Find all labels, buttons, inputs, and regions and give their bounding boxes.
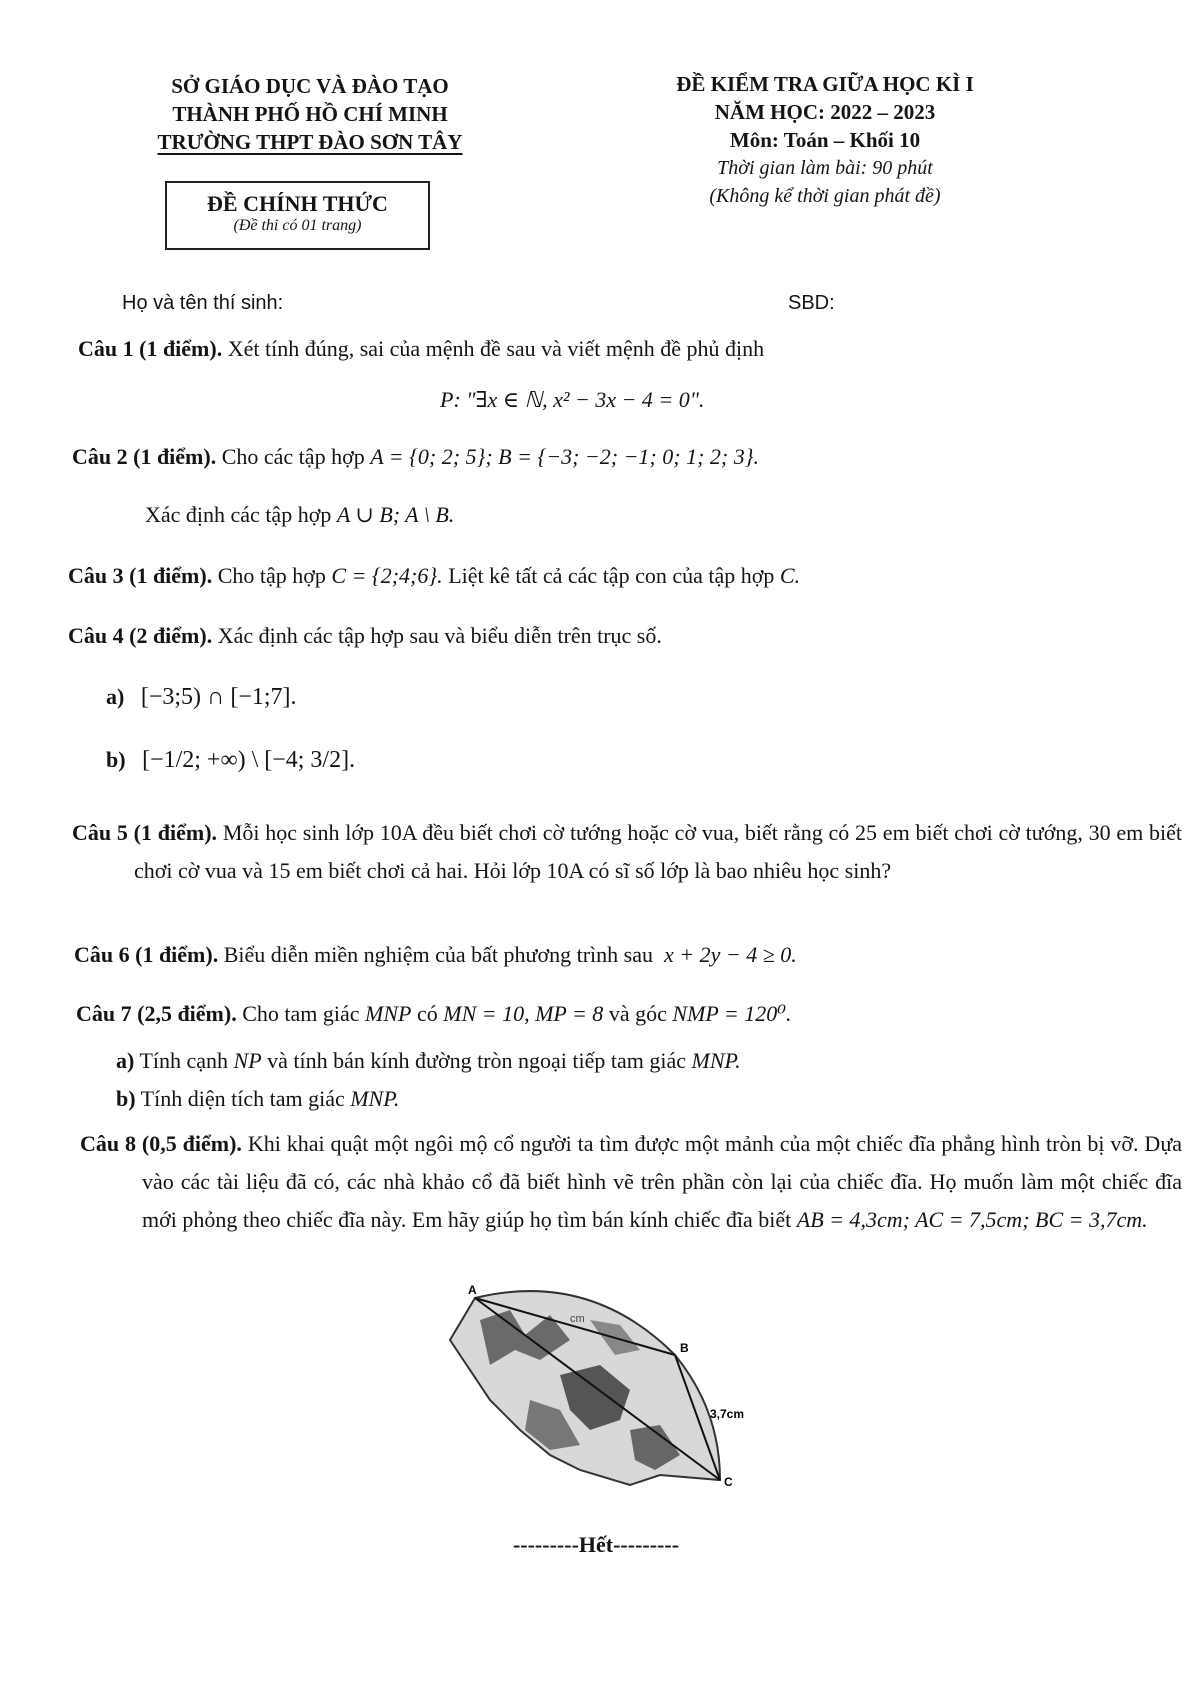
question-3-var: C. xyxy=(779,563,801,588)
question-3-formula: C = {2;4;6}. xyxy=(331,563,443,588)
question-5-label: Câu 5 (1 điểm). xyxy=(72,820,218,845)
question-2-formula2: A ∪ B; A \ B. xyxy=(336,502,455,527)
question-1-text: Xét tính đúng, sai của mệnh đề sau và viết mệnh đề phủ định xyxy=(227,336,765,361)
question-7a-var: NP xyxy=(233,1048,262,1073)
question-7-formula2: NMP = 120⁰. xyxy=(672,1001,792,1026)
exam-header xyxy=(605,70,1045,210)
question-4b-label: b) xyxy=(106,747,126,772)
city-name: THÀNH PHỐ HỒ CHÍ MINH xyxy=(172,102,448,126)
question-4-text: Xác định các tập hợp sau và biểu diễn trên trục số. xyxy=(217,623,662,648)
question-1 xyxy=(78,334,764,364)
question-7a-var2: MNP. xyxy=(691,1048,741,1073)
question-1-formula: P: "∃x ∈ ℕ, x² − 3x − 4 = 0". xyxy=(440,387,705,412)
school-header xyxy=(80,72,540,156)
question-6 xyxy=(74,940,797,970)
point-b-label: B xyxy=(680,1341,689,1355)
question-7-triangle: MNP xyxy=(365,1001,412,1026)
question-3-label: Câu 3 (1 điểm). xyxy=(68,563,213,588)
question-2-formula: A = {0; 2; 5}; B = {−3; −2; −1; 0; 1; 2; 3}. xyxy=(370,444,760,469)
question-7-text3: và góc xyxy=(608,1001,667,1026)
department-name: SỞ GIÁO DỤC VÀ ĐÀO TẠO xyxy=(171,74,449,98)
question-7-label: Câu 7 (2,5 điểm). xyxy=(76,1001,237,1026)
point-a-label: A xyxy=(468,1283,477,1297)
official-exam-box xyxy=(165,181,430,250)
bc-length-label: 3,7cm xyxy=(710,1407,745,1421)
candidate-name-label: Họ và tên thí sinh: xyxy=(122,292,284,314)
question-7a-text2: và tính bán kính đường tròn ngoại tiếp tam giác xyxy=(267,1048,687,1073)
end-marker: ---------Hết--------- xyxy=(512,1532,680,1557)
exam-title: ĐỀ KIỂM TRA GIỮA HỌC KÌ I xyxy=(676,72,974,96)
candidate-id-label: SBD: xyxy=(788,292,835,314)
question-2-line2-text: Xác định các tập hợp xyxy=(145,502,332,527)
official-subtitle: (Đề thi có 01 trang) xyxy=(233,217,362,234)
question-8-text: Khi khai quật một ngôi mộ cổ người ta tìm được một mảnh của một chiếc đĩa phẳng hình tròn bị vỡ. Dựa vào các tài liệu đã có, các nhà khảo cổ đã biết hình vẽ trên phần còn lại của chiếc đĩa. Họ muốn làm một chiếc đĩa mới phỏng theo chiếc đĩa này. Em hãy giúp họ tìm bán kính chiếc đĩa biết xyxy=(142,1131,1183,1232)
question-7b-label: b) xyxy=(116,1086,136,1111)
subject: Môn: Toán – Khối 10 xyxy=(729,128,921,152)
question-4a-label: a) xyxy=(106,684,125,709)
question-2-label: Câu 2 (1 điểm). xyxy=(72,444,217,469)
question-4b-formula: [−1/2; +∞) \ [−4; 3/2]. xyxy=(142,747,356,773)
question-4a-formula: [−3;5) ∩ [−1;7]. xyxy=(140,684,297,710)
question-7-text2: có xyxy=(416,1001,438,1026)
duration: Thời gian làm bài: 90 phút xyxy=(717,157,933,179)
question-4-label: Câu 4 (2 điểm). xyxy=(68,623,213,648)
question-7a xyxy=(116,1046,741,1076)
question-2-text: Cho các tập hợp xyxy=(221,444,365,469)
question-3-text2: Liệt kê tất cả các tập con của tập hợp xyxy=(448,563,775,588)
question-7-formula: MN = 10, MP = 8 xyxy=(443,1001,604,1026)
official-title: ĐỀ CHÍNH THỨC xyxy=(207,191,388,216)
question-4 xyxy=(68,621,662,651)
question-7b-text: Tính diện tích tam giác xyxy=(140,1086,345,1111)
question-5-text: Mỗi học sinh lớp 10A đều biết chơi cờ tướng hoặc cờ vua, biết rằng có 25 em biết chơi cờ tướng, 30 em biết chơi cờ vua và 15 em biết chơi cả hai. Hỏi lớp 10A có sĩ số lớp là bao nhiêu học sinh? xyxy=(134,820,1183,883)
question-7b-var: MNP. xyxy=(350,1086,400,1111)
ab-length-label: cm xyxy=(570,1313,585,1325)
question-2-line2 xyxy=(145,500,454,530)
question-8-label: Câu 8 (0,5 điểm). xyxy=(80,1131,242,1156)
question-7b xyxy=(116,1084,399,1114)
question-6-text: Biểu diễn miền nghiệm của bất phương trình sau xyxy=(223,942,653,967)
question-3-text: Cho tập hợp xyxy=(217,563,326,588)
question-6-label: Câu 6 (1 điểm). xyxy=(74,942,219,967)
question-4a xyxy=(106,682,297,712)
question-8-formula: AB = 4,3cm; AC = 7,5cm; BC = 3,7cm. xyxy=(796,1207,1148,1232)
question-8 xyxy=(80,1125,1182,1239)
school-name: TRƯỜNG THPT ĐÀO SƠN TÂY xyxy=(157,130,463,154)
broken-plate-figure xyxy=(430,1280,760,1495)
school-year: NĂM HỌC: 2022 – 2023 xyxy=(714,100,936,124)
question-7a-label: a) xyxy=(116,1048,135,1073)
plate-illustration xyxy=(430,1280,760,1495)
question-1-label: Câu 1 (1 điểm). xyxy=(78,336,223,361)
question-7-text: Cho tam giác xyxy=(242,1001,360,1026)
question-3 xyxy=(68,561,800,591)
question-6-formula: x + 2y − 4 ≥ 0. xyxy=(663,942,797,967)
duration-note: (Không kể thời gian phát đề) xyxy=(709,185,941,207)
question-7 xyxy=(76,999,792,1029)
question-2 xyxy=(72,442,759,472)
point-c-label: C xyxy=(724,1475,733,1489)
question-7a-text: Tính cạnh xyxy=(139,1048,229,1073)
question-5 xyxy=(72,814,1182,890)
question-4b xyxy=(106,745,355,775)
